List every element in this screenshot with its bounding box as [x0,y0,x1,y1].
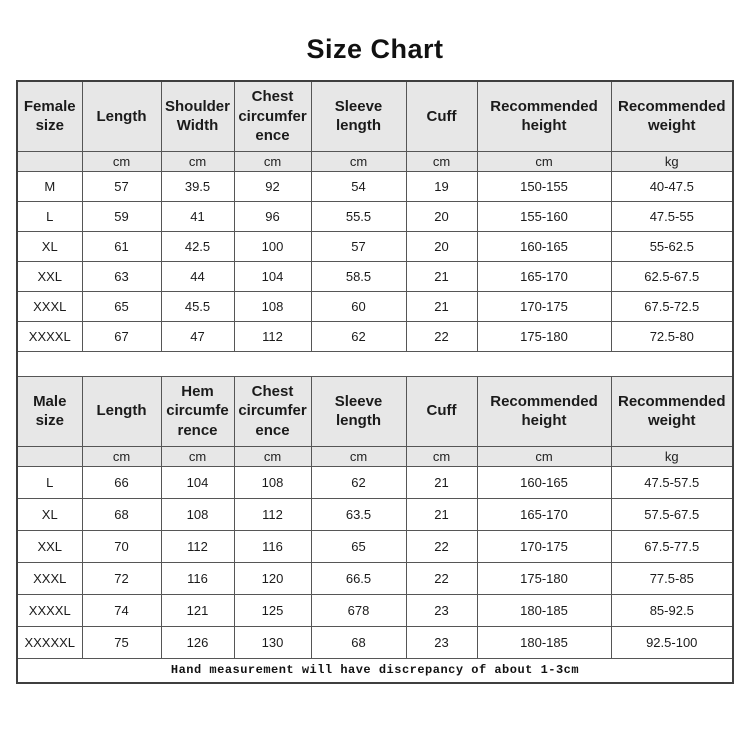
value-cell: 65 [82,291,161,321]
header-cell: Hem circumference [161,376,234,446]
table-row [17,171,733,201]
value-cell: 92 [234,171,311,201]
header-cell: Chest circumference [234,81,311,151]
value-cell: 72.5-80 [611,321,733,351]
value-cell: 58.5 [311,261,406,291]
header-cell: Recommended height [477,81,611,151]
value-cell: 62 [311,466,406,498]
value-cell: 66.5 [311,562,406,594]
male-header-row [17,376,733,446]
unit-cell: cm [82,151,161,171]
value-cell: 104 [161,466,234,498]
table-row [17,626,733,658]
unit-cell: cm [311,446,406,466]
value-cell: 63 [82,261,161,291]
value-cell: 160-165 [477,466,611,498]
value-cell: 112 [234,498,311,530]
unit-cell: cm [406,151,477,171]
unit-cell: cm [161,446,234,466]
table-row [17,466,733,498]
value-cell: 112 [234,321,311,351]
value-cell: 62 [311,321,406,351]
value-cell: 175-180 [477,562,611,594]
size-label-cell: XXXL [17,291,82,321]
value-cell: 112 [161,530,234,562]
value-cell: 116 [161,562,234,594]
male-units-row [17,446,733,466]
header-cell: Cuff [406,376,477,446]
value-cell: 125 [234,594,311,626]
unit-cell: cm [477,151,611,171]
value-cell: 108 [161,498,234,530]
value-cell: 57.5-67.5 [611,498,733,530]
value-cell: 108 [234,291,311,321]
value-cell: 160-165 [477,231,611,261]
value-cell: 121 [161,594,234,626]
header-cell: Recommended height [477,376,611,446]
table-row [17,498,733,530]
value-cell: 22 [406,530,477,562]
value-cell: 20 [406,201,477,231]
header-cell: Female size [17,81,82,151]
header-cell: Sleeve length [311,376,406,446]
unit-cell: cm [234,446,311,466]
table-row [17,530,733,562]
table-row [17,291,733,321]
size-chart-table [16,80,734,684]
footer-note: Hand measurement will have discrepancy of about 1-3cm [17,658,733,683]
value-cell: 21 [406,291,477,321]
value-cell: 72 [82,562,161,594]
size-label-cell: XXXXXL [17,626,82,658]
page-title: Size Chart [306,34,444,64]
size-label-cell: XXL [17,261,82,291]
value-cell: 65 [311,530,406,562]
value-cell: 175-180 [477,321,611,351]
unit-cell: cm [82,446,161,466]
unit-cell: kg [611,446,733,466]
size-label-cell: XL [17,498,82,530]
value-cell: 150-155 [477,171,611,201]
header-cell: Male size [17,376,82,446]
value-cell: 77.5-85 [611,562,733,594]
value-cell: 85-92.5 [611,594,733,626]
gap-row [17,351,733,376]
value-cell: 57 [311,231,406,261]
value-cell: 67 [82,321,161,351]
value-cell: 165-170 [477,498,611,530]
header-cell: Recommended weight [611,81,733,151]
value-cell: 74 [82,594,161,626]
male-table-head [17,376,733,466]
value-cell: 70 [82,530,161,562]
unit-cell: cm [311,151,406,171]
value-cell: 21 [406,261,477,291]
unit-cell: cm [477,446,611,466]
value-cell: 45.5 [161,291,234,321]
unit-cell: cm [161,151,234,171]
unit-cell: kg [611,151,733,171]
value-cell: 47.5-57.5 [611,466,733,498]
value-cell: 23 [406,594,477,626]
value-cell: 47.5-55 [611,201,733,231]
value-cell: 57 [82,171,161,201]
value-cell: 165-170 [477,261,611,291]
table-row [17,231,733,261]
value-cell: 108 [234,466,311,498]
value-cell: 678 [311,594,406,626]
value-cell: 21 [406,498,477,530]
value-cell: 40-47.5 [611,171,733,201]
unit-cell: cm [234,151,311,171]
female-table-head [17,81,733,171]
value-cell: 68 [82,498,161,530]
value-cell: 59 [82,201,161,231]
value-cell: 170-175 [477,530,611,562]
value-cell: 39.5 [161,171,234,201]
female-units-row [17,151,733,171]
value-cell: 126 [161,626,234,658]
value-cell: 23 [406,626,477,658]
size-label-cell: L [17,466,82,498]
size-label-cell: M [17,171,82,201]
table-row [17,321,733,351]
size-label-cell: XXXXL [17,594,82,626]
header-cell: Length [82,376,161,446]
value-cell: 120 [234,562,311,594]
size-label-cell: XXXXL [17,321,82,351]
value-cell: 42.5 [161,231,234,261]
value-cell: 180-185 [477,626,611,658]
value-cell: 130 [234,626,311,658]
value-cell: 67.5-72.5 [611,291,733,321]
table-row [17,261,733,291]
value-cell: 55-62.5 [611,231,733,261]
value-cell: 60 [311,291,406,321]
unit-cell [17,151,82,171]
value-cell: 67.5-77.5 [611,530,733,562]
table-row [17,201,733,231]
footer-row [17,658,733,683]
value-cell: 66 [82,466,161,498]
header-cell: Shoulder Width [161,81,234,151]
value-cell: 170-175 [477,291,611,321]
value-cell: 54 [311,171,406,201]
value-cell: 47 [161,321,234,351]
value-cell: 155-160 [477,201,611,231]
value-cell: 63.5 [311,498,406,530]
header-cell: Length [82,81,161,151]
value-cell: 20 [406,231,477,261]
table-separator [17,351,733,376]
value-cell: 68 [311,626,406,658]
value-cell: 41 [161,201,234,231]
unit-cell [17,446,82,466]
value-cell: 100 [234,231,311,261]
gap-cell [17,351,733,376]
size-label-cell: XXXL [17,562,82,594]
value-cell: 22 [406,562,477,594]
value-cell: 180-185 [477,594,611,626]
value-cell: 21 [406,466,477,498]
value-cell: 44 [161,261,234,291]
unit-cell: cm [406,446,477,466]
value-cell: 104 [234,261,311,291]
female-table-body [17,171,733,351]
value-cell: 55.5 [311,201,406,231]
table-footer [17,658,733,683]
value-cell: 19 [406,171,477,201]
size-label-cell: XXL [17,530,82,562]
header-cell: Sleeve length [311,81,406,151]
value-cell: 96 [234,201,311,231]
value-cell: 92.5-100 [611,626,733,658]
value-cell: 75 [82,626,161,658]
value-cell: 116 [234,530,311,562]
value-cell: 61 [82,231,161,261]
header-cell: Cuff [406,81,477,151]
table-row [17,594,733,626]
header-cell: Chest circumference [234,376,311,446]
female-header-row [17,81,733,151]
value-cell: 62.5-67.5 [611,261,733,291]
header-cell: Recommended weight [611,376,733,446]
value-cell: 22 [406,321,477,351]
table-row [17,562,733,594]
size-label-cell: XL [17,231,82,261]
size-label-cell: L [17,201,82,231]
male-table-body [17,466,733,658]
